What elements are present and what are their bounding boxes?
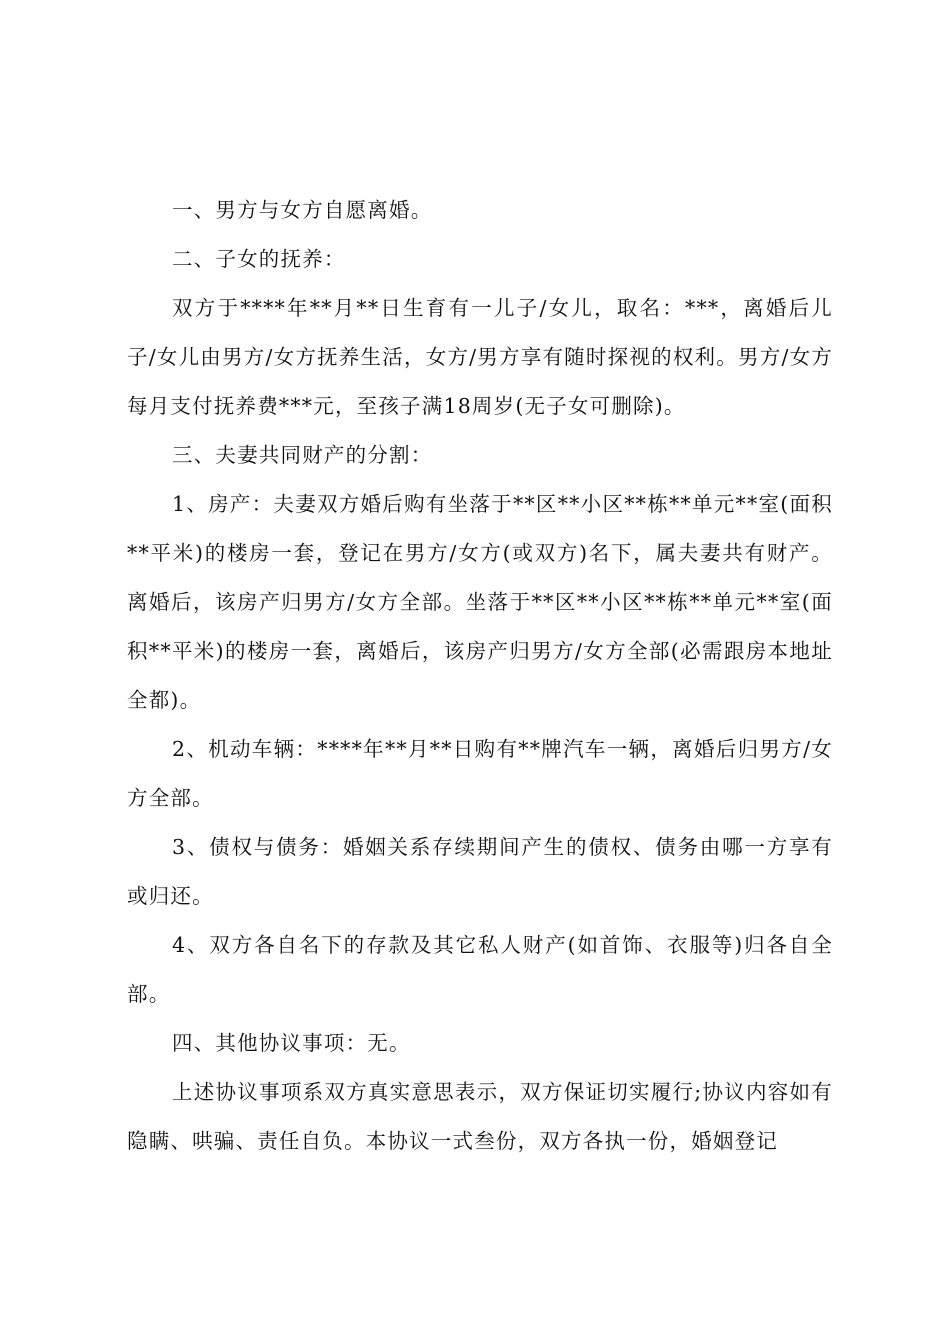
- document-body: [127, 186, 833, 1166]
- clause-2-child-custody-text: 双方于****年**月**日生育有一儿子/女儿，取名：***，离婚后儿子/女儿由男方/女方抚养生活，女方/男方享有随时探视的权利。男方/女方每月支付抚养费***元，至孩子满18周岁(无子女可删除)。: [127, 296, 833, 418]
- clause-2-heading-child-custody: 二、子女的抚养：: [172, 247, 346, 271]
- closing-statement: 上述协议事项系双方真实意思表示，双方保证切实履行;协议内容如有隐瞒、哄骗、责任自负。本协议一式叁份，双方各执一份，婚姻登记: [127, 1080, 833, 1153]
- clause-1-voluntary-divorce: 一、男方与女方自愿离婚。: [172, 198, 433, 222]
- clause-3-3-debts: 3、债权与债务：婚姻关系存续期间产生的债权、债务由哪一方享有或归还。: [127, 835, 833, 908]
- clause-3-1-real-estate: 1、房产：夫妻双方婚后购有坐落于**区**小区**栋**单元**室(面积**平米)的楼房一套，登记在男方/女方(或双方)名下，属夫妻共有财产。离婚后，该房产归男方/女方全部。坐落于**区**小区**栋**单元**室(面积**平米)的楼房一套，离婚后，该房产归男方/女方全部(必需跟房本地址全都)。: [127, 492, 833, 712]
- clause-3-2-vehicle: 2、机动车辆：****年**月**日购有**牌汽车一辆，离婚后归男方/女方全部。: [127, 737, 833, 810]
- clause-3-4-personal-property: 4、双方各自名下的存款及其它私人财产(如首饰、衣服等)归各自全部。: [127, 933, 833, 1006]
- clause-3-heading-property-division: 三、夫妻共同财产的分割：: [172, 443, 433, 467]
- clause-4-other-matters: 四、其他协议事项：无。: [172, 1031, 411, 1055]
